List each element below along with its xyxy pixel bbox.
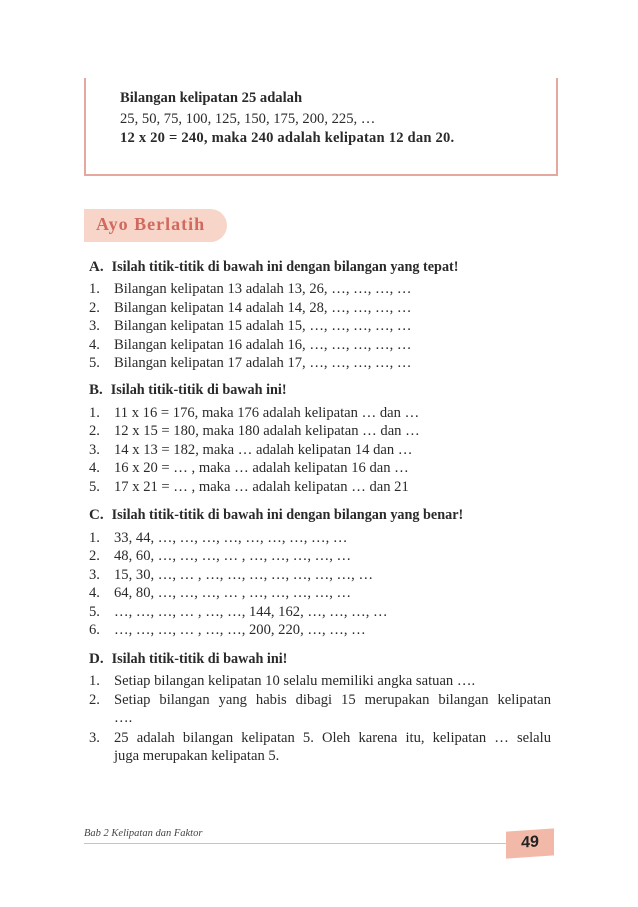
item-text-continued: …. (114, 710, 133, 726)
section-a-heading (89, 259, 459, 276)
list-item (89, 692, 551, 728)
ayo-berlatih-banner (84, 209, 227, 242)
item-text: Bilangan kelipatan 14 adalah 14, 28, …, …, …, … (114, 300, 412, 316)
list-item (89, 479, 409, 496)
item-number: 3. (89, 567, 100, 583)
list-item (89, 604, 388, 621)
example-line-3: 12 x 20 = 240, maka 240 adalah kelipatan 12 dan 20. (120, 130, 455, 146)
item-text: 12 x 15 = 180, maka 180 adalah kelipatan … dan … (114, 423, 420, 439)
item-text: 25 adalah bilangan kelipatan 5. Oleh karena itu, kelipatan … selalu (114, 730, 551, 746)
list-item (89, 567, 373, 584)
item-text: …, …, …, … , …, …, 144, 162, …, …, …, … (114, 604, 388, 620)
ayo-berlatih-title: Ayo Berlatih (96, 214, 206, 234)
item-text: 17 x 21 = … , maka … adalah kelipatan … dan 21 (114, 479, 409, 495)
chapter-footer: Bab 2 Kelipatan dan Faktor (84, 828, 203, 839)
item-number: 5. (89, 604, 100, 620)
item-number: 4. (89, 460, 100, 476)
item-number: 3. (89, 318, 100, 334)
list-item (89, 318, 412, 335)
item-number: 2. (89, 423, 100, 439)
item-text: 48, 60, …, …, …, … , …, …, …, …, … (114, 548, 352, 564)
section-title: Isilah titik-titik di bawah ini dengan bilangan yang tepat! (111, 259, 459, 275)
list-item (89, 585, 351, 602)
item-text: 64, 80, …, …, …, … , …, …, …, …, … (114, 585, 352, 601)
example-line-1: Bilangan kelipatan 25 adalah (120, 90, 303, 106)
item-number: 2. (89, 300, 100, 316)
item-number: 2. (89, 692, 100, 708)
section-b-heading (89, 382, 287, 399)
footer-divider (84, 843, 520, 844)
list-item (89, 622, 366, 639)
section-title: Isilah titik-titik di bawah ini! (110, 382, 287, 398)
list-item (89, 337, 412, 354)
item-number: 6. (89, 622, 100, 638)
example-line-2: 25, 50, 75, 100, 125, 150, 175, 200, 225, … (120, 111, 376, 127)
item-text: Setiap bilangan yang habis dibagi 15 merupakan bilangan kelipatan (114, 692, 551, 708)
section-letter: A. (89, 259, 104, 275)
section-letter: B. (89, 382, 103, 398)
item-number: 4. (89, 337, 100, 353)
list-item (89, 442, 412, 459)
item-text: 11 x 16 = 176, maka 176 adalah kelipatan … dan … (114, 405, 420, 421)
item-number: 2. (89, 548, 100, 564)
item-number: 1. (89, 281, 100, 297)
list-item (89, 673, 475, 690)
section-letter: C. (89, 507, 104, 523)
list-item (89, 423, 420, 440)
example-box (84, 78, 558, 176)
section-d-heading (89, 651, 287, 668)
item-number: 1. (89, 405, 100, 421)
item-number: 1. (89, 530, 100, 546)
section-title: Isilah titik-titik di bawah ini! (111, 651, 288, 667)
item-text: 16 x 20 = … , maka … adalah kelipatan 16 dan … (114, 460, 409, 476)
list-item (89, 730, 551, 766)
item-text: Bilangan kelipatan 15 adalah 15, …, …, …, …, … (114, 318, 412, 334)
list-item (89, 530, 348, 547)
list-item (89, 281, 412, 298)
item-text: 14 x 13 = 182, maka … adalah kelipatan 14 dan … (114, 442, 413, 458)
item-number: 3. (89, 442, 100, 458)
item-text: Bilangan kelipatan 17 adalah 17, …, …, …, …, … (114, 355, 412, 371)
list-item (89, 460, 409, 477)
item-number: 3. (89, 730, 100, 746)
item-text: 33, 44, …, …, …, …, …, …, …, …, … (114, 530, 348, 546)
item-text: Bilangan kelipatan 13 adalah 13, 26, …, …, …, … (114, 281, 412, 297)
list-item (89, 548, 351, 565)
item-text-continued: juga merupakan kelipatan 5. (114, 748, 280, 764)
list-item (89, 300, 412, 317)
item-text: …, …, …, … , …, …, 200, 220, …, …, … (114, 622, 366, 638)
section-c-heading (89, 507, 463, 524)
section-title: Isilah titik-titik di bawah ini dengan bilangan yang benar! (111, 507, 464, 523)
item-number: 4. (89, 585, 100, 601)
item-text: Bilangan kelipatan 16 adalah 16, …, …, …, …, … (114, 337, 412, 353)
item-number: 5. (89, 479, 100, 495)
item-text: 15, 30, …, … , …, …, …, …, …, …, …, … (114, 567, 374, 583)
item-number: 5. (89, 355, 100, 371)
item-number: 1. (89, 673, 100, 689)
list-item (89, 405, 419, 422)
list-item (89, 355, 412, 372)
page-number: 49 (521, 833, 539, 852)
page-number-badge (506, 828, 554, 858)
item-text: Setiap bilangan kelipatan 10 selalu memiliki angka satuan …. (114, 673, 476, 689)
section-letter: D. (89, 651, 104, 667)
